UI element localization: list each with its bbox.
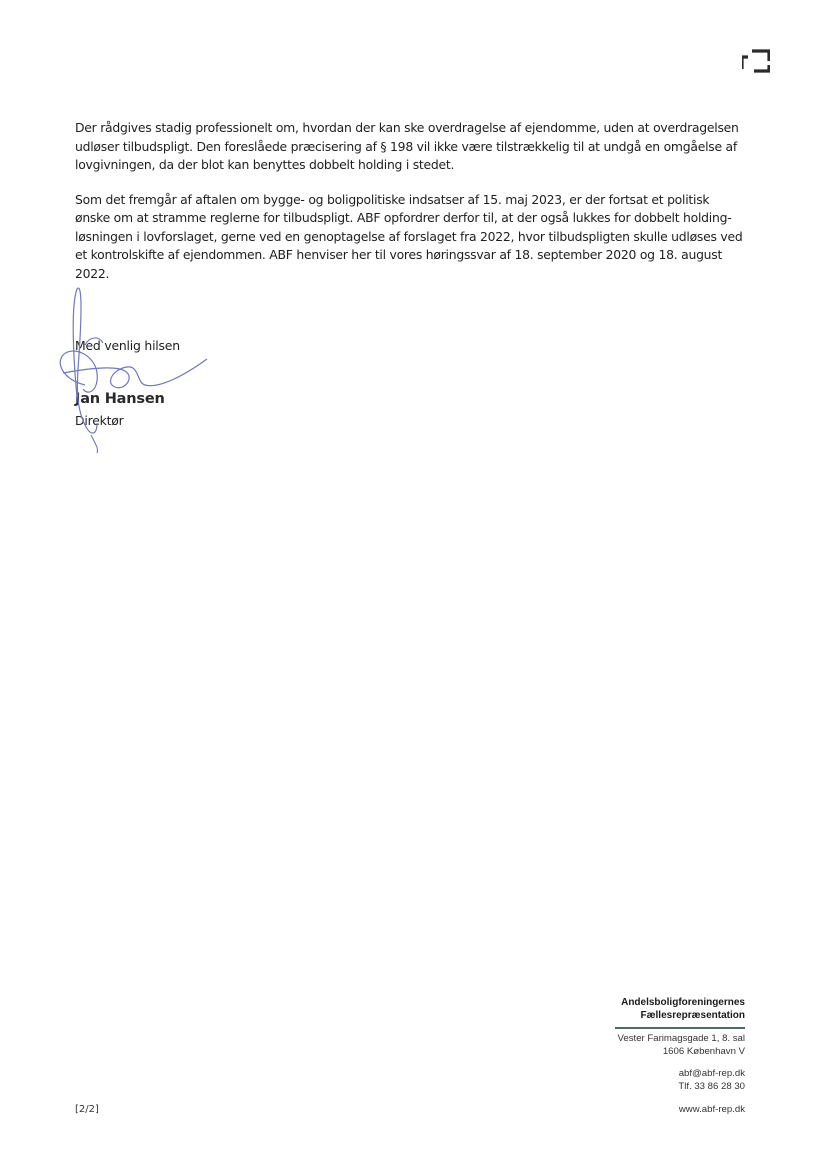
website-link[interactable]: www.abf-rep.dk [678,1104,745,1115]
paragraph-2-line: et kontrolskifte af ejendommen. ABF henviser her til vores høringssvar af 18. september 2020 og 18. august [75,247,723,262]
org-name-line-1: Andelsboligforeningernes [621,997,745,1008]
letter-body [75,119,755,299]
paragraph-2-line: 2022. [75,265,110,281]
phone-number: Tlf. 33 86 28 30 [678,1080,745,1092]
signer-title: Direktør [75,413,124,428]
paragraph-2-line: ønske om at stramme reglerne for tilbudspligt. ABF opfordrer derfor til, at der også lukkes for dobbelt holding- [75,210,732,225]
closing-salutation: Med venlig hilsen [75,338,180,353]
email-link[interactable]: abf@abf-rep.dk [678,1068,745,1079]
paragraph-2 [75,191,755,284]
paragraph-2-line: Som det fremgår af aftalen om bygge- og boligpolitiske indsatser af 15. maj 2023, er der fortsat et politisk [75,191,710,207]
footer-contact-block [615,996,745,1115]
handwritten-signature [55,285,215,455]
page-number: [2/2] [75,1104,99,1115]
paragraph-1 [75,119,755,175]
org-name-line-2: Fællesrepræsentation [640,1010,745,1021]
address-line-1: Vester Farimagsgade 1, 8. sal [617,1033,745,1044]
signer-name: Jan Hansen [75,391,165,407]
paragraph-1-line: Der rådgives stadig professionelt om, hvordan der kan ske overdragelse af ejendomme, uden at overdragelsen [75,120,739,135]
paragraph-1-line: lovgivningen, da der blot kan benyttes dobbelt holding i stedet. [75,157,455,172]
address-line-2: 1606 København V [662,1045,745,1057]
paragraph-1-line: udløser tilbudspligt. Den foreslåede præcisering af § 198 vil ikke være tilstrækkelig til at undgå en omgåelse af [75,138,737,154]
corner-brackets-icon [742,49,770,73]
paragraph-2-line: løsningen i lovforslaget, gerne ved en genoptagelse af forslaget fra 2022, hvor tilbudspligten skulle udløses ved [75,228,743,244]
footer-divider [615,1027,745,1029]
